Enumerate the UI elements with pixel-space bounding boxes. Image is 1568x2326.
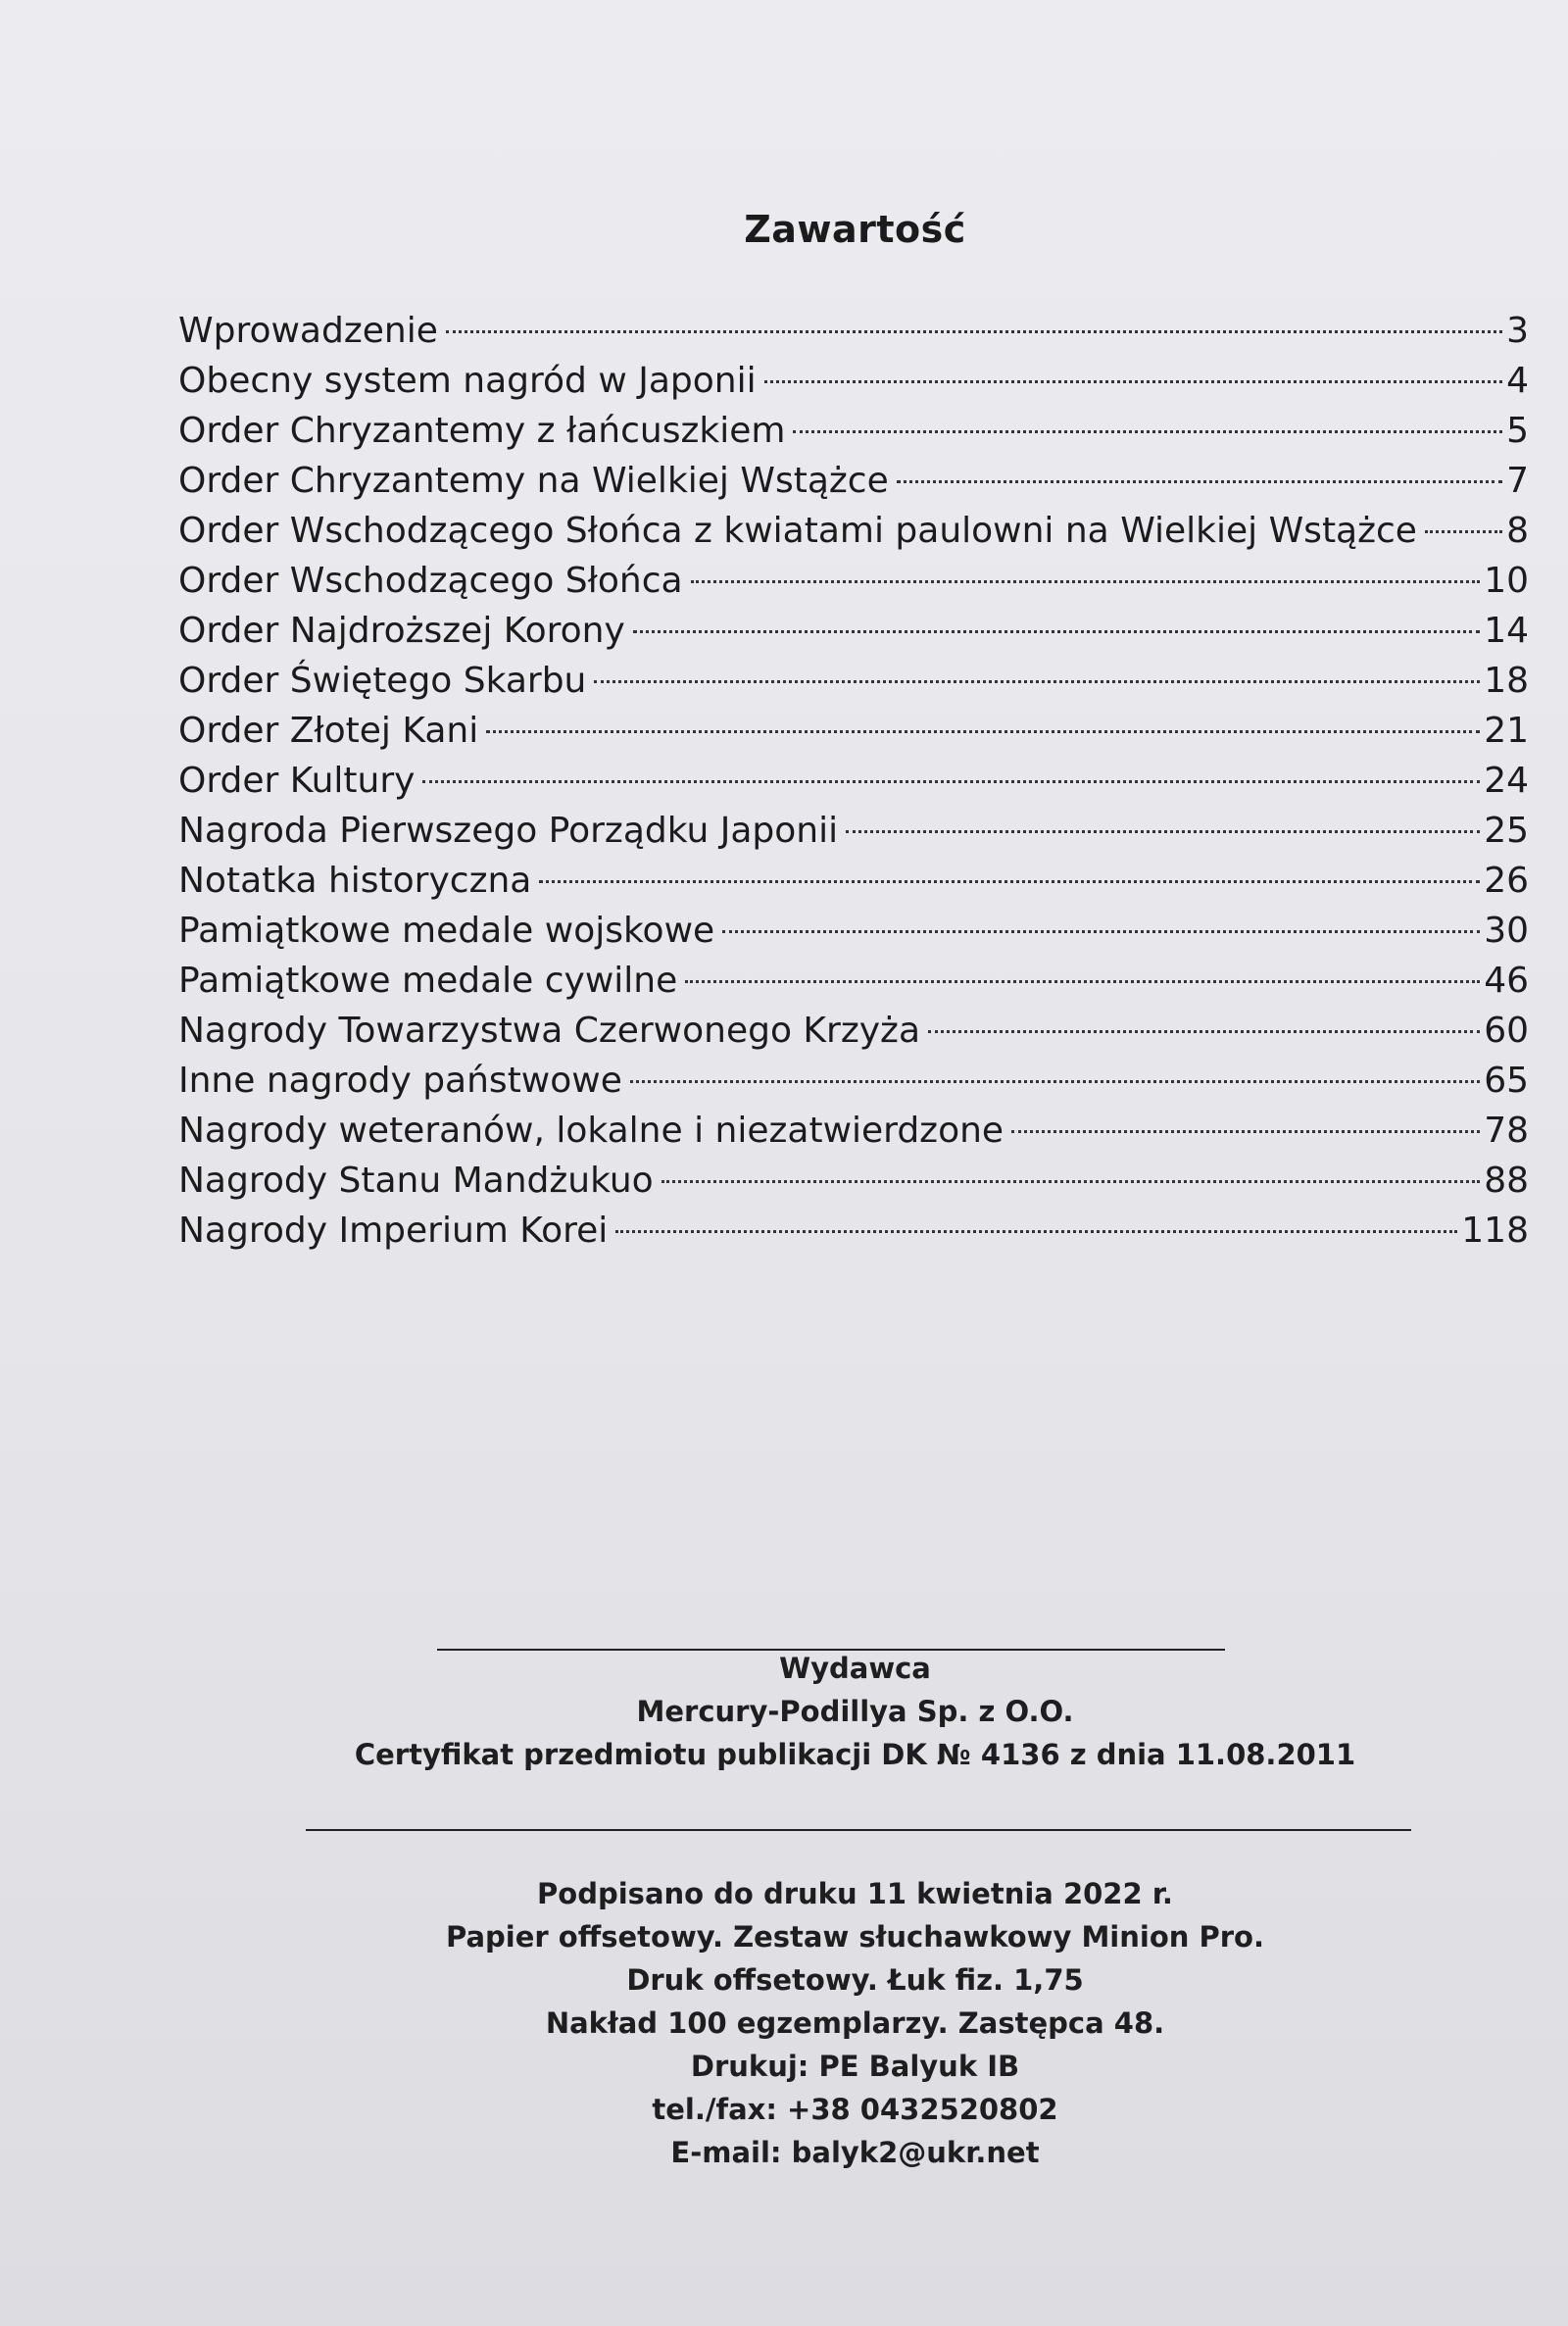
toc-dot-leader	[539, 880, 1480, 883]
printer-phone: tel./fax: +38 0432520802	[652, 2093, 1058, 2126]
toc-entry-page-number: 65	[1484, 1061, 1529, 1101]
toc-entry-label: Nagroda Pierwszego Porządku Japonii	[178, 811, 839, 851]
toc-entry-page-number: 18	[1484, 661, 1529, 701]
publisher-name: Mercury-Podillya Sp. z O.O.	[636, 1695, 1074, 1728]
printer-name: Drukuj: PE Balyuk IB	[690, 2050, 1020, 2083]
toc-entry	[178, 906, 1529, 956]
toc-entry-page-number: 30	[1484, 911, 1529, 951]
toc-entry	[178, 806, 1529, 856]
toc-dot-leader	[685, 980, 1480, 983]
toc-entry-label: Pamiątkowe medale wojskowe	[178, 911, 715, 951]
toc-entry-page-number: 24	[1484, 761, 1529, 801]
toc-entry	[178, 1206, 1529, 1256]
toc-entry-label: Nagrody Towarzystwa Czerwonego Krzyża	[178, 1011, 921, 1051]
toc-entry-page-number: 10	[1484, 561, 1529, 601]
toc-entry-label: Nagrody Imperium Korei	[178, 1211, 609, 1251]
print-info-block	[0, 1872, 1568, 2174]
toc-dot-leader	[691, 580, 1481, 583]
toc-entry	[178, 356, 1529, 406]
toc-entry	[178, 306, 1529, 356]
toc-entry-label: Nagrody weteranów, lokalne i niezatwierdzone	[178, 1111, 1004, 1151]
toc-dot-leader	[662, 1180, 1481, 1183]
divider-line	[306, 1829, 1411, 1831]
toc-dot-leader	[764, 380, 1502, 383]
toc-entry	[178, 1156, 1529, 1206]
toc-entry	[178, 1056, 1529, 1106]
print-signed-date: Podpisano do druku 11 kwietnia 2022 r.	[537, 1877, 1173, 1910]
toc-entry	[178, 706, 1529, 756]
toc-dot-leader	[897, 480, 1502, 483]
table-of-contents	[178, 306, 1529, 1256]
toc-entry-page-number: 60	[1484, 1011, 1529, 1051]
toc-entry-page-number: 8	[1506, 511, 1529, 551]
toc-dot-leader	[630, 1080, 1480, 1083]
toc-entry-label: Order Wschodzącego Słońca z kwiatami paulowni na Wielkiej Wstążce	[178, 511, 1417, 551]
toc-entry-page-number: 5	[1506, 411, 1529, 451]
toc-entry	[178, 656, 1529, 706]
toc-entry-page-number: 118	[1461, 1211, 1529, 1251]
toc-entry-label: Order Wschodzącego Słońca	[178, 561, 683, 601]
toc-dot-leader	[615, 1230, 1457, 1233]
toc-entry-page-number: 46	[1484, 961, 1529, 1001]
toc-entry	[178, 856, 1529, 906]
toc-dot-leader	[722, 930, 1480, 933]
toc-entry	[178, 556, 1529, 606]
toc-dot-leader	[1011, 1130, 1480, 1133]
toc-dot-leader	[486, 730, 1480, 733]
toc-entry	[178, 406, 1529, 456]
toc-entry-label: Pamiątkowe medale cywilne	[178, 961, 678, 1001]
toc-entry-label: Order Chryzantemy na Wielkiej Wstążce	[178, 461, 889, 501]
toc-dot-leader	[928, 1030, 1480, 1033]
toc-entry	[178, 456, 1529, 506]
print-paper: Papier offsetowy. Zestaw słuchawkowy Minion Pro.	[446, 1920, 1264, 1954]
toc-entry	[178, 956, 1529, 1006]
toc-entry-label: Order Złotej Kani	[178, 711, 479, 751]
printer-email: E-mail: balyk2@ukr.net	[670, 2136, 1040, 2169]
page-title: Zawartość	[744, 208, 966, 251]
toc-entry-page-number: 4	[1506, 361, 1529, 401]
print-edition: Nakład 100 egzemplarzy. Zastępca 48.	[545, 2006, 1165, 2040]
toc-dot-leader	[846, 830, 1480, 833]
publisher-block	[0, 1647, 1568, 1776]
toc-entry	[178, 1106, 1529, 1156]
toc-entry-label: Inne nagrody państwowe	[178, 1061, 622, 1101]
toc-entry-page-number: 25	[1484, 811, 1529, 851]
toc-entry	[178, 606, 1529, 656]
publisher-certificate: Certyfikat przedmiotu publikacji DK № 4136 z dnia 11.08.2011	[354, 1738, 1356, 1771]
toc-entry-label: Notatka historyczna	[178, 861, 532, 901]
publisher-heading: Wydawca	[779, 1652, 931, 1685]
toc-entry-label: Order Świętego Skarbu	[178, 661, 587, 701]
toc-dot-leader	[633, 630, 1480, 633]
toc-entry	[178, 1006, 1529, 1056]
toc-dot-leader	[446, 330, 1502, 333]
toc-entry-page-number: 14	[1484, 611, 1529, 651]
toc-dot-leader	[422, 780, 1480, 783]
toc-entry-page-number: 7	[1506, 461, 1529, 501]
toc-entry	[178, 756, 1529, 806]
toc-entry-page-number: 78	[1484, 1111, 1529, 1151]
toc-entry-label: Order Najdroższej Korony	[178, 611, 625, 651]
toc-entry-label: Wprowadzenie	[178, 311, 438, 351]
toc-entry-label: Order Kultury	[178, 761, 416, 801]
toc-entry-page-number: 3	[1506, 311, 1529, 351]
toc-entry-page-number: 88	[1484, 1161, 1529, 1201]
print-type: Druk offsetowy. Łuk fiz. 1,75	[626, 1963, 1084, 1997]
toc-entry-label: Obecny system nagród w Japonii	[178, 361, 757, 401]
toc-dot-leader	[594, 680, 1480, 683]
toc-entry	[178, 506, 1529, 556]
toc-entry-label: Nagrody Stanu Mandżukuo	[178, 1161, 654, 1201]
toc-entry-page-number: 21	[1484, 711, 1529, 751]
toc-dot-leader	[793, 430, 1502, 433]
toc-entry-page-number: 26	[1484, 861, 1529, 901]
toc-dot-leader	[1425, 530, 1502, 533]
toc-entry-label: Order Chryzantemy z łańcuszkiem	[178, 411, 786, 451]
